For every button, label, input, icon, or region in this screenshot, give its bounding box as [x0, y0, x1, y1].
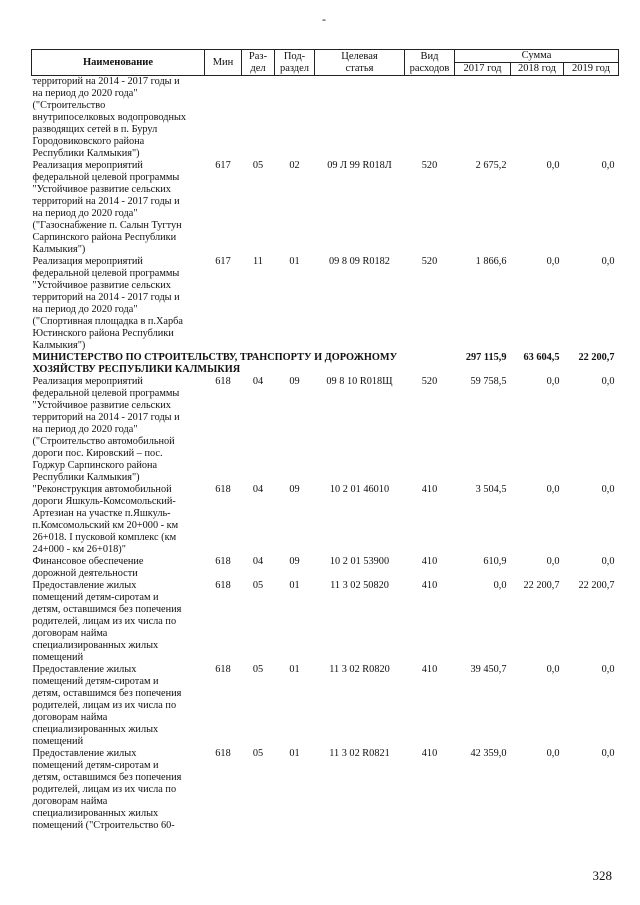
- sum-2018-cell: 0,0: [546, 664, 560, 675]
- sum-2017-cell: 42 359,0: [470, 748, 507, 759]
- vid-cell: 410: [421, 748, 438, 759]
- stat-cell: 11 3 02 R0820: [329, 664, 390, 675]
- table-row: [32, 556, 619, 580]
- razdel-cell: 11: [253, 256, 263, 267]
- col-vid-header: Вид расходов: [405, 50, 455, 76]
- name-cell: Предоставление жилых помещений детям-сиротам и детям, оставшимся без попечения родителей, лицам из их числа по договорам найма специализированных жилых помещений: [32, 664, 182, 747]
- section-row: [32, 352, 619, 376]
- top-mark: -: [322, 12, 326, 26]
- stat-cell: 11 3 02 R0821: [329, 748, 390, 759]
- podrazdel-cell: 01: [289, 748, 300, 759]
- stat-cell: 09 8 10 R018Щ: [326, 376, 393, 387]
- table-row: [32, 376, 619, 484]
- razdel-cell: 05: [252, 664, 264, 675]
- name-cell: территорий на 2014 - 2017 годы и на период до 2020 года" ("Строительство внутрипоселковых водопроводных разводящих сетей в п. Бурул Городовиковского района Республики Калмыкия"): [32, 76, 187, 159]
- podrazdel-cell: 01: [289, 580, 300, 591]
- podrazdel-cell: 09: [289, 376, 300, 387]
- col-2019-header: 2019 год: [564, 63, 619, 76]
- section-title: МИНИСТЕРСТВО ПО СТРОИТЕЛЬСТВУ, ТРАНСПОРТУ И ДОРОЖНОМУ ХОЗЯЙСТВУ РЕСПУБЛИКИ КАЛМЫКИЯ: [32, 352, 398, 375]
- min-cell: 618: [215, 376, 231, 387]
- table-row: [32, 748, 619, 832]
- table-header: [32, 50, 619, 76]
- sum-2017-cell: 3 504,5: [475, 484, 507, 495]
- stat-cell: 09 8 09 R0182: [329, 256, 390, 267]
- min-cell: 618: [215, 580, 231, 591]
- table-row: [32, 76, 619, 161]
- sum-2018-cell: 0,0: [546, 556, 560, 567]
- podrazdel-cell: 01: [289, 664, 300, 675]
- podrazdel-cell: 09: [289, 556, 300, 567]
- sum-2019-cell: 0,0: [601, 256, 615, 267]
- razdel-cell: 05: [252, 580, 264, 591]
- name-cell: Реализация мероприятий федеральной целевой программы "Устойчивое развитие сельских территорий на 2014 - 2017 годы и на период до 2020 года" ("Газоснабжение п. Салын Тугтун Сарпинского района Республики Калмыкия"): [32, 160, 182, 255]
- col-name-header: Наименование: [32, 50, 205, 76]
- razdel-cell: [242, 76, 275, 161]
- sum-2019-cell: 0,0: [601, 664, 615, 675]
- sum-2018-cell: 0,0: [546, 160, 560, 171]
- col-2017-header: 2017 год: [455, 63, 511, 76]
- table-row: [32, 664, 619, 748]
- razdel-cell: 04: [252, 556, 264, 567]
- sum-2017-cell: 2 675,2: [475, 160, 507, 171]
- sum-2019-cell: 0,0: [601, 556, 615, 567]
- table-row: [32, 160, 619, 256]
- sum-2019-cell: 22 200,7: [578, 352, 615, 363]
- sum-2019-cell: 0,0: [601, 748, 615, 759]
- podrazdel-cell: 01: [289, 256, 300, 267]
- col-stat-header: Целевая статья: [315, 50, 405, 76]
- table-row: [32, 256, 619, 352]
- vid-cell: 520: [421, 160, 438, 171]
- sum-2018-cell: 22 200,7: [523, 580, 560, 591]
- razdel-cell: 04: [252, 484, 264, 495]
- stat-cell: [315, 76, 405, 161]
- sum-2019-cell: [564, 76, 619, 161]
- name-cell: Предоставление жилых помещений детям-сиротам и детям, оставшимся без попечения родителей, лицам из их числа по договорам найма специализированных жилых помещений: [32, 580, 182, 663]
- razdel-cell: 05: [252, 160, 264, 171]
- col-2018-header: 2018 год: [511, 63, 564, 76]
- page-number: 328: [592, 868, 612, 883]
- stat-cell: 10 2 01 53900: [329, 556, 390, 567]
- razdel-cell: 04: [252, 376, 264, 387]
- table-body: [32, 76, 619, 833]
- name-cell: Реализация мероприятий федеральной целевой программы "Устойчивое развитие сельских территорий на 2014 - 2017 годы и на период до 2020 года" ("Строительство автомобильной дороги пос. Кировский – пос. Годжур Сарпинского района Республики Калмыкия"): [32, 376, 180, 483]
- sum-2017-cell: [455, 76, 511, 161]
- min-cell: 617: [215, 160, 231, 171]
- min-cell: 618: [215, 748, 231, 759]
- min-cell: 617: [215, 256, 231, 267]
- sum-2018-cell: 0,0: [546, 748, 560, 759]
- sum-2018-cell: [511, 76, 564, 161]
- stat-cell: 11 3 02 50820: [330, 580, 389, 591]
- name-cell: Финансовое обеспечение дорожной деятельности: [32, 556, 144, 579]
- vid-cell: 410: [421, 556, 438, 567]
- min-cell: 618: [215, 664, 231, 675]
- min-cell: [205, 76, 242, 161]
- sum-2018-cell: 0,0: [546, 376, 560, 387]
- budget-table: [31, 49, 619, 832]
- vid-cell: 520: [421, 256, 438, 267]
- table-row: [32, 484, 619, 556]
- min-cell: 618: [215, 556, 231, 567]
- sum-2017-cell: 610,9: [483, 556, 507, 567]
- sum-2018-cell: 0,0: [546, 256, 560, 267]
- sum-2017-cell: 39 450,7: [470, 664, 507, 675]
- podrazdel-cell: 09: [289, 484, 300, 495]
- razdel-cell: 05: [252, 748, 264, 759]
- sum-2019-cell: 22 200,7: [578, 580, 615, 591]
- sum-2017-cell: 59 758,5: [470, 376, 507, 387]
- sum-2019-cell: 0,0: [601, 376, 615, 387]
- col-podrazdel-header: Под- раздел: [275, 50, 315, 76]
- podrazdel-cell: [275, 76, 315, 161]
- stat-cell: 09 Л 99 R018Л: [327, 160, 392, 171]
- col-summa-header: Сумма: [455, 50, 619, 63]
- vid-cell: 410: [421, 664, 438, 675]
- min-cell: 618: [215, 484, 231, 495]
- sum-2018-cell: 0,0: [546, 484, 560, 495]
- name-cell: "Реконструкция автомобильной дороги Яшкуль-Комсомольский- Артезиан на участке п.Яшкуль- п.Комсомольский км 20+000 - км 26+018. I пусковой комплекс (км 24+000 - км 26+018)": [32, 484, 179, 555]
- vid-cell: 410: [421, 484, 438, 495]
- stat-cell: 10 2 01 46010: [329, 484, 390, 495]
- sum-2017-cell: 1 866,6: [475, 256, 507, 267]
- sum-2019-cell: 0,0: [601, 484, 615, 495]
- sum-2019-cell: 0,0: [601, 160, 615, 171]
- col-min-header: Мин: [205, 50, 242, 76]
- vid-cell: [405, 76, 455, 161]
- col-razdel-header: Раз- дел: [242, 50, 275, 76]
- name-cell: Предоставление жилых помещений детям-сиротам и детям, оставшимся без попечения родителей, лицам из их числа по договорам найма специализированных жилых помещений ("Строительство 60-: [32, 748, 182, 831]
- vid-cell: 520: [421, 376, 438, 387]
- vid-cell: 410: [421, 580, 438, 591]
- sum-2018-cell: 63 604,5: [523, 352, 560, 363]
- table-row: [32, 580, 619, 664]
- name-cell: Реализация мероприятий федеральной целевой программы "Устойчивое развитие сельских территорий на 2014 - 2017 годы и на период до 2020 года" ("Спортивная площадка в п.Харба Юстинского района Республики Калмыкия"): [32, 256, 183, 351]
- podrazdel-cell: 02: [289, 160, 300, 171]
- sum-2017-cell: 0,0: [493, 580, 507, 591]
- sum-2017-cell: 297 115,9: [465, 352, 507, 363]
